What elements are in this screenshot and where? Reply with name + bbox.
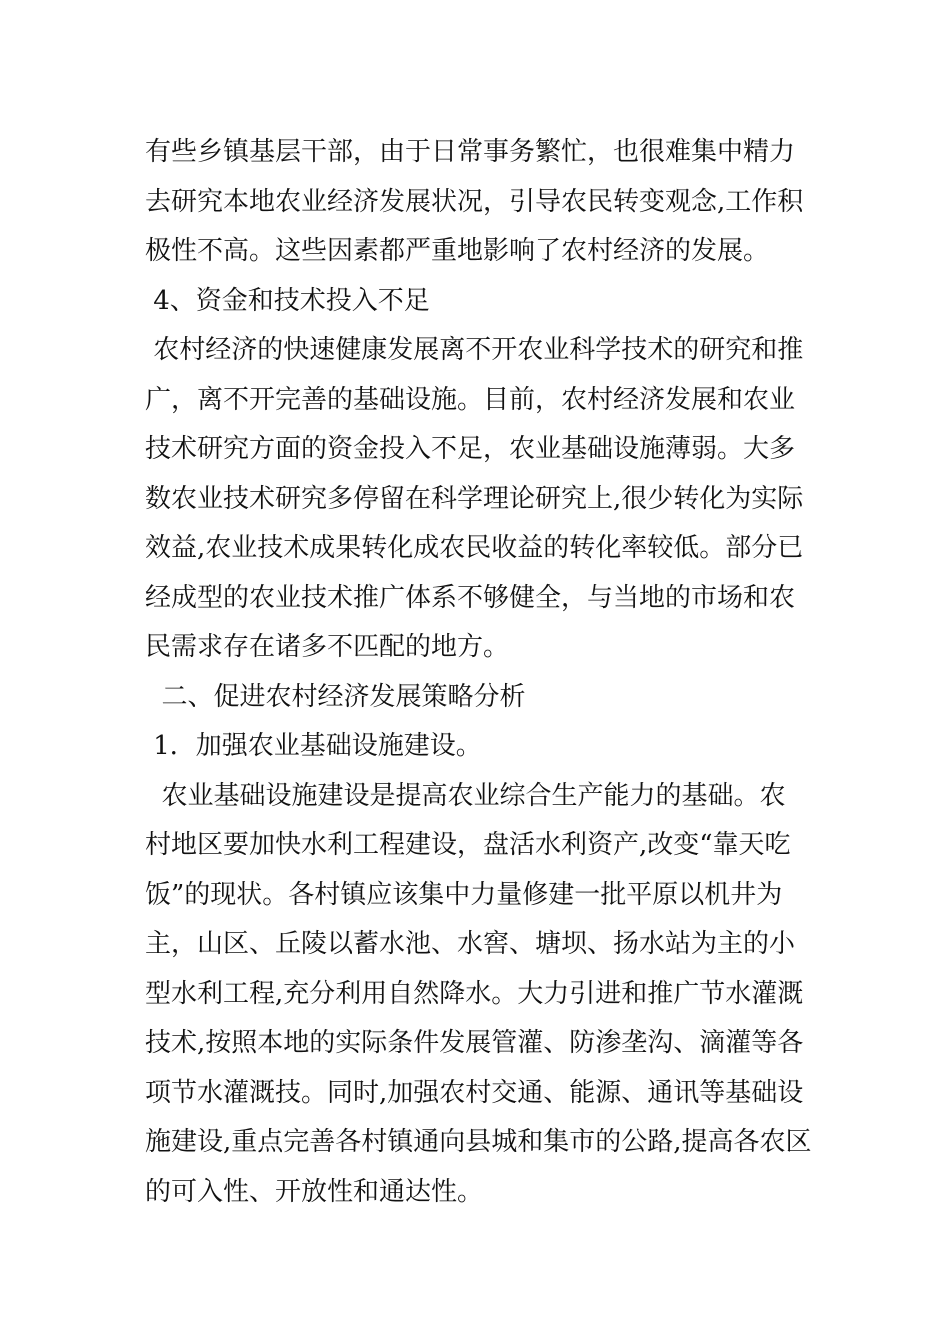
paragraph-line: 极性不高。这些因素都严重地影响了农村经济的发展。: [145, 236, 770, 266]
paragraph-line: 广，离不开完善的基础设施。目前，农村经济发展和农业: [145, 384, 796, 415]
paragraph-line: 饭”的现状。各村镇应该集中力量修建一批平原以机井为: [145, 879, 783, 910]
paragraph-line: 效益,农业技术成果转化成农民收益的转化率较低。部分已: [145, 533, 804, 563]
paragraph-line: 农村经济的快速健康发展离不开农业科学技术的研究和推: [145, 335, 804, 365]
paragraph-line: 经成型的农业技术推广体系不够健全，与当地的市场和农: [145, 582, 796, 613]
paragraph-line: 技术,按照本地的实际条件发展管灌、防渗垄沟、滴灌等各: [145, 1028, 804, 1058]
paragraph-line: 项节水灌溉技。同时,加强农村交通、能源、通讯等基础设: [145, 1077, 804, 1108]
paragraph-line: 农业基础设施建设是提高农业综合生产能力的基础。农: [145, 780, 786, 811]
section-heading: 4、资金和技术投入不足: [145, 285, 430, 316]
paragraph-line: 的可入性、开放性和通达性。: [145, 1176, 484, 1207]
subsection-heading: 1．加强农业基础设施建设。: [145, 731, 482, 761]
paragraph-line: 民需求存在诸多不匹配的地方。: [145, 632, 510, 662]
paragraph-line: 村地区要加快水利工程建设，盘活水利资产,改变“靠天吃: [145, 830, 791, 860]
paragraph-line: 施建设,重点完善各村镇通向县城和集市的公路,提高各农区: [145, 1127, 812, 1157]
paragraph-line: 数农业技术研究多停留在科学理论研究上,很少转化为实际: [145, 483, 804, 514]
section-heading: 二、促进农村经济发展策略分析: [145, 681, 526, 712]
document-body: [145, 128, 812, 1217]
paragraph-line: 技术研究方面的资金投入不足，农业基础设施薄弱。大多: [145, 434, 796, 464]
paragraph-line: 去研究本地农业经济发展状况，引导农民转变观念,工作积: [145, 186, 804, 217]
paragraph-line: 主，山区、丘陵以蓄水池、水窖、塘坝、扬水站为主的小: [145, 929, 796, 959]
paragraph-line: 型水利工程,充分利用自然降水。大力引进和推广节水灌溉: [145, 978, 804, 1009]
paragraph-line: 有些乡镇基层干部，由于日常事务繁忙，也很难集中精力: [145, 137, 796, 167]
